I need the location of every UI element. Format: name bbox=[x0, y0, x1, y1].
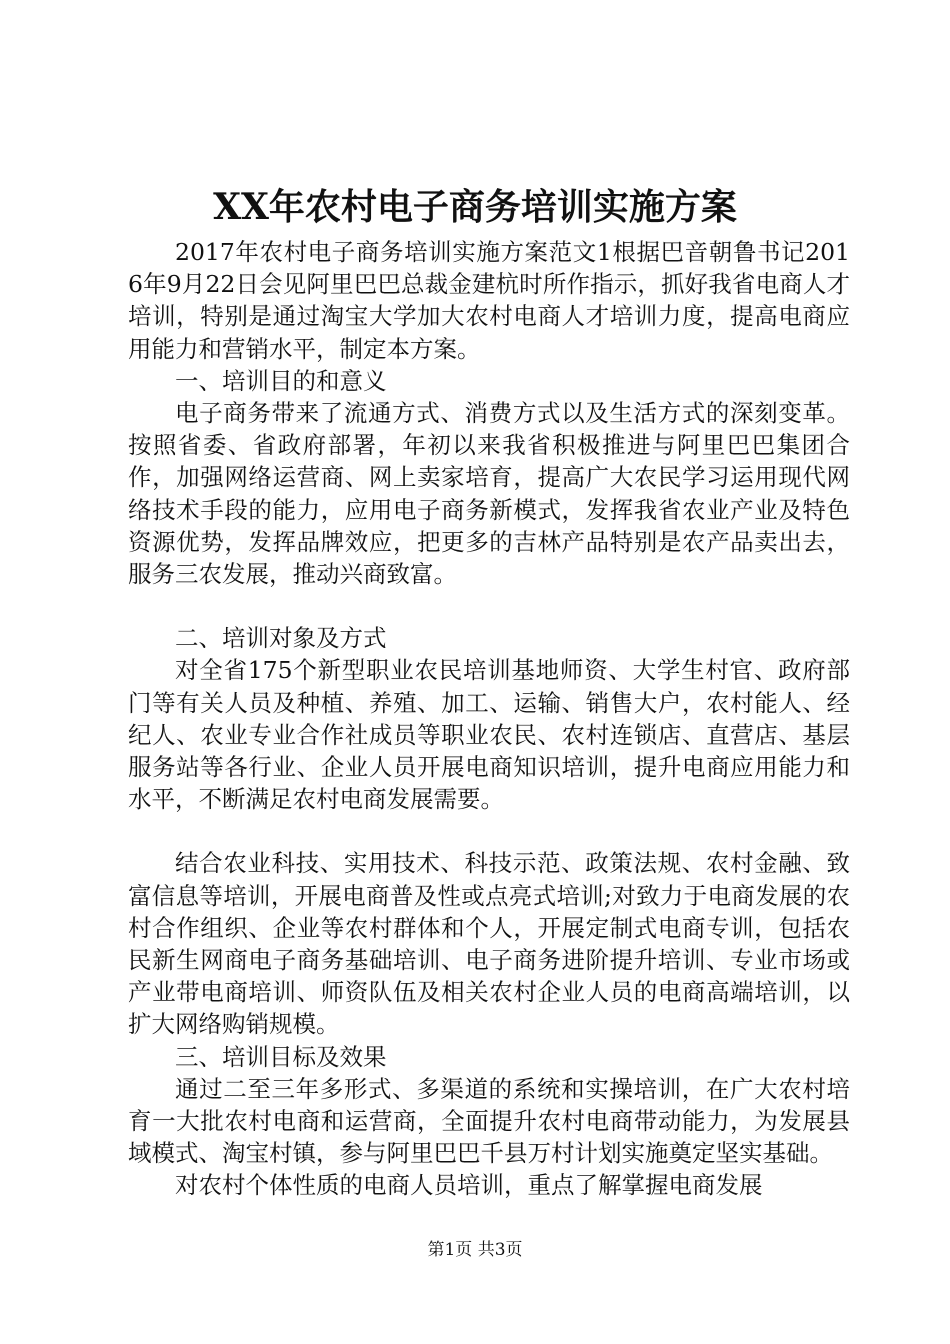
paragraph-gap bbox=[128, 590, 850, 622]
document-body bbox=[128, 236, 850, 1202]
section-3-paragraph-1: 通过二至三年多形式、多渠道的系统和实操培训，在广大农村培育一大批农村电商和运营商，全面提升农村电商带动能力，为发展县域模式、淘宝村镇，参与阿里巴巴千县万村计划实施奠定坚实基础。 bbox=[128, 1074, 850, 1168]
section-3-paragraph-2: 对农村个体性质的电商人员培训，重点了解掌握电商发展 bbox=[175, 1171, 763, 1200]
intro-paragraph: 2017年农村电子商务培训实施方案范文1根据巴音朝鲁书记2016年9月22日会见阿里巴巴总裁金建杭时所作指示，抓好我省电商人才培训，特别是通过淘宝大学加大农村电商人才培训力度，提高电商应用能力和营销水平，制定本方案。 bbox=[128, 238, 850, 363]
document-title: XX年农村电子商务培训实施方案 bbox=[213, 186, 737, 228]
section-heading-3: 三、培训目标及效果 bbox=[175, 1042, 387, 1071]
section-2-paragraph-2: 结合农业科技、实用技术、科技示范、政策法规、农村金融、致富信息等培训，开展电商普及性或点亮式培训;对致力于电商发展的农村合作组织、企业等农村群体和个人，开展定制式电商专训，包括农民新生网商电子商务基础培训、电子商务进阶提升培训、专业市场或产业带电商培训、师资队伍及相关农村企业人员的电商高端培训，以扩大网络购销规模。 bbox=[128, 849, 850, 1039]
page-footer: 第1页 共3页 bbox=[427, 1240, 523, 1260]
section-2-paragraph-1: 对全省175个新型职业农民培训基地师资、大学生村官、政府部门等有关人员及种植、养殖、加工、运输、销售大户，农村能人、经纪人、农业专业合作社成员等职业农民、农村连锁店、直营店、基层服务站等各行业、企业人员开展电商知识培训，提升电商应用能力和水平，不断满足农村电商发展需要。 bbox=[128, 656, 850, 814]
section-heading-1: 一、培训目的和意义 bbox=[175, 366, 387, 395]
paragraph-gap bbox=[128, 815, 850, 847]
section-heading-2: 二、培训对象及方式 bbox=[175, 624, 387, 653]
section-1-paragraph: 电子商务带来了流通方式、消费方式以及生活方式的深刻变革。按照省委、省政府部署，年初以来我省积极推进与阿里巴巴集团合作，加强网络运营商、网上卖家培育，提高广大农民学习运用现代网络技术手段的能力，应用电子商务新模式，发挥我省农业产业及特色资源优势，发挥品牌效应，把更多的吉林产品特别是农产品卖出去，服务三农发展，推动兴商致富。 bbox=[128, 399, 850, 589]
